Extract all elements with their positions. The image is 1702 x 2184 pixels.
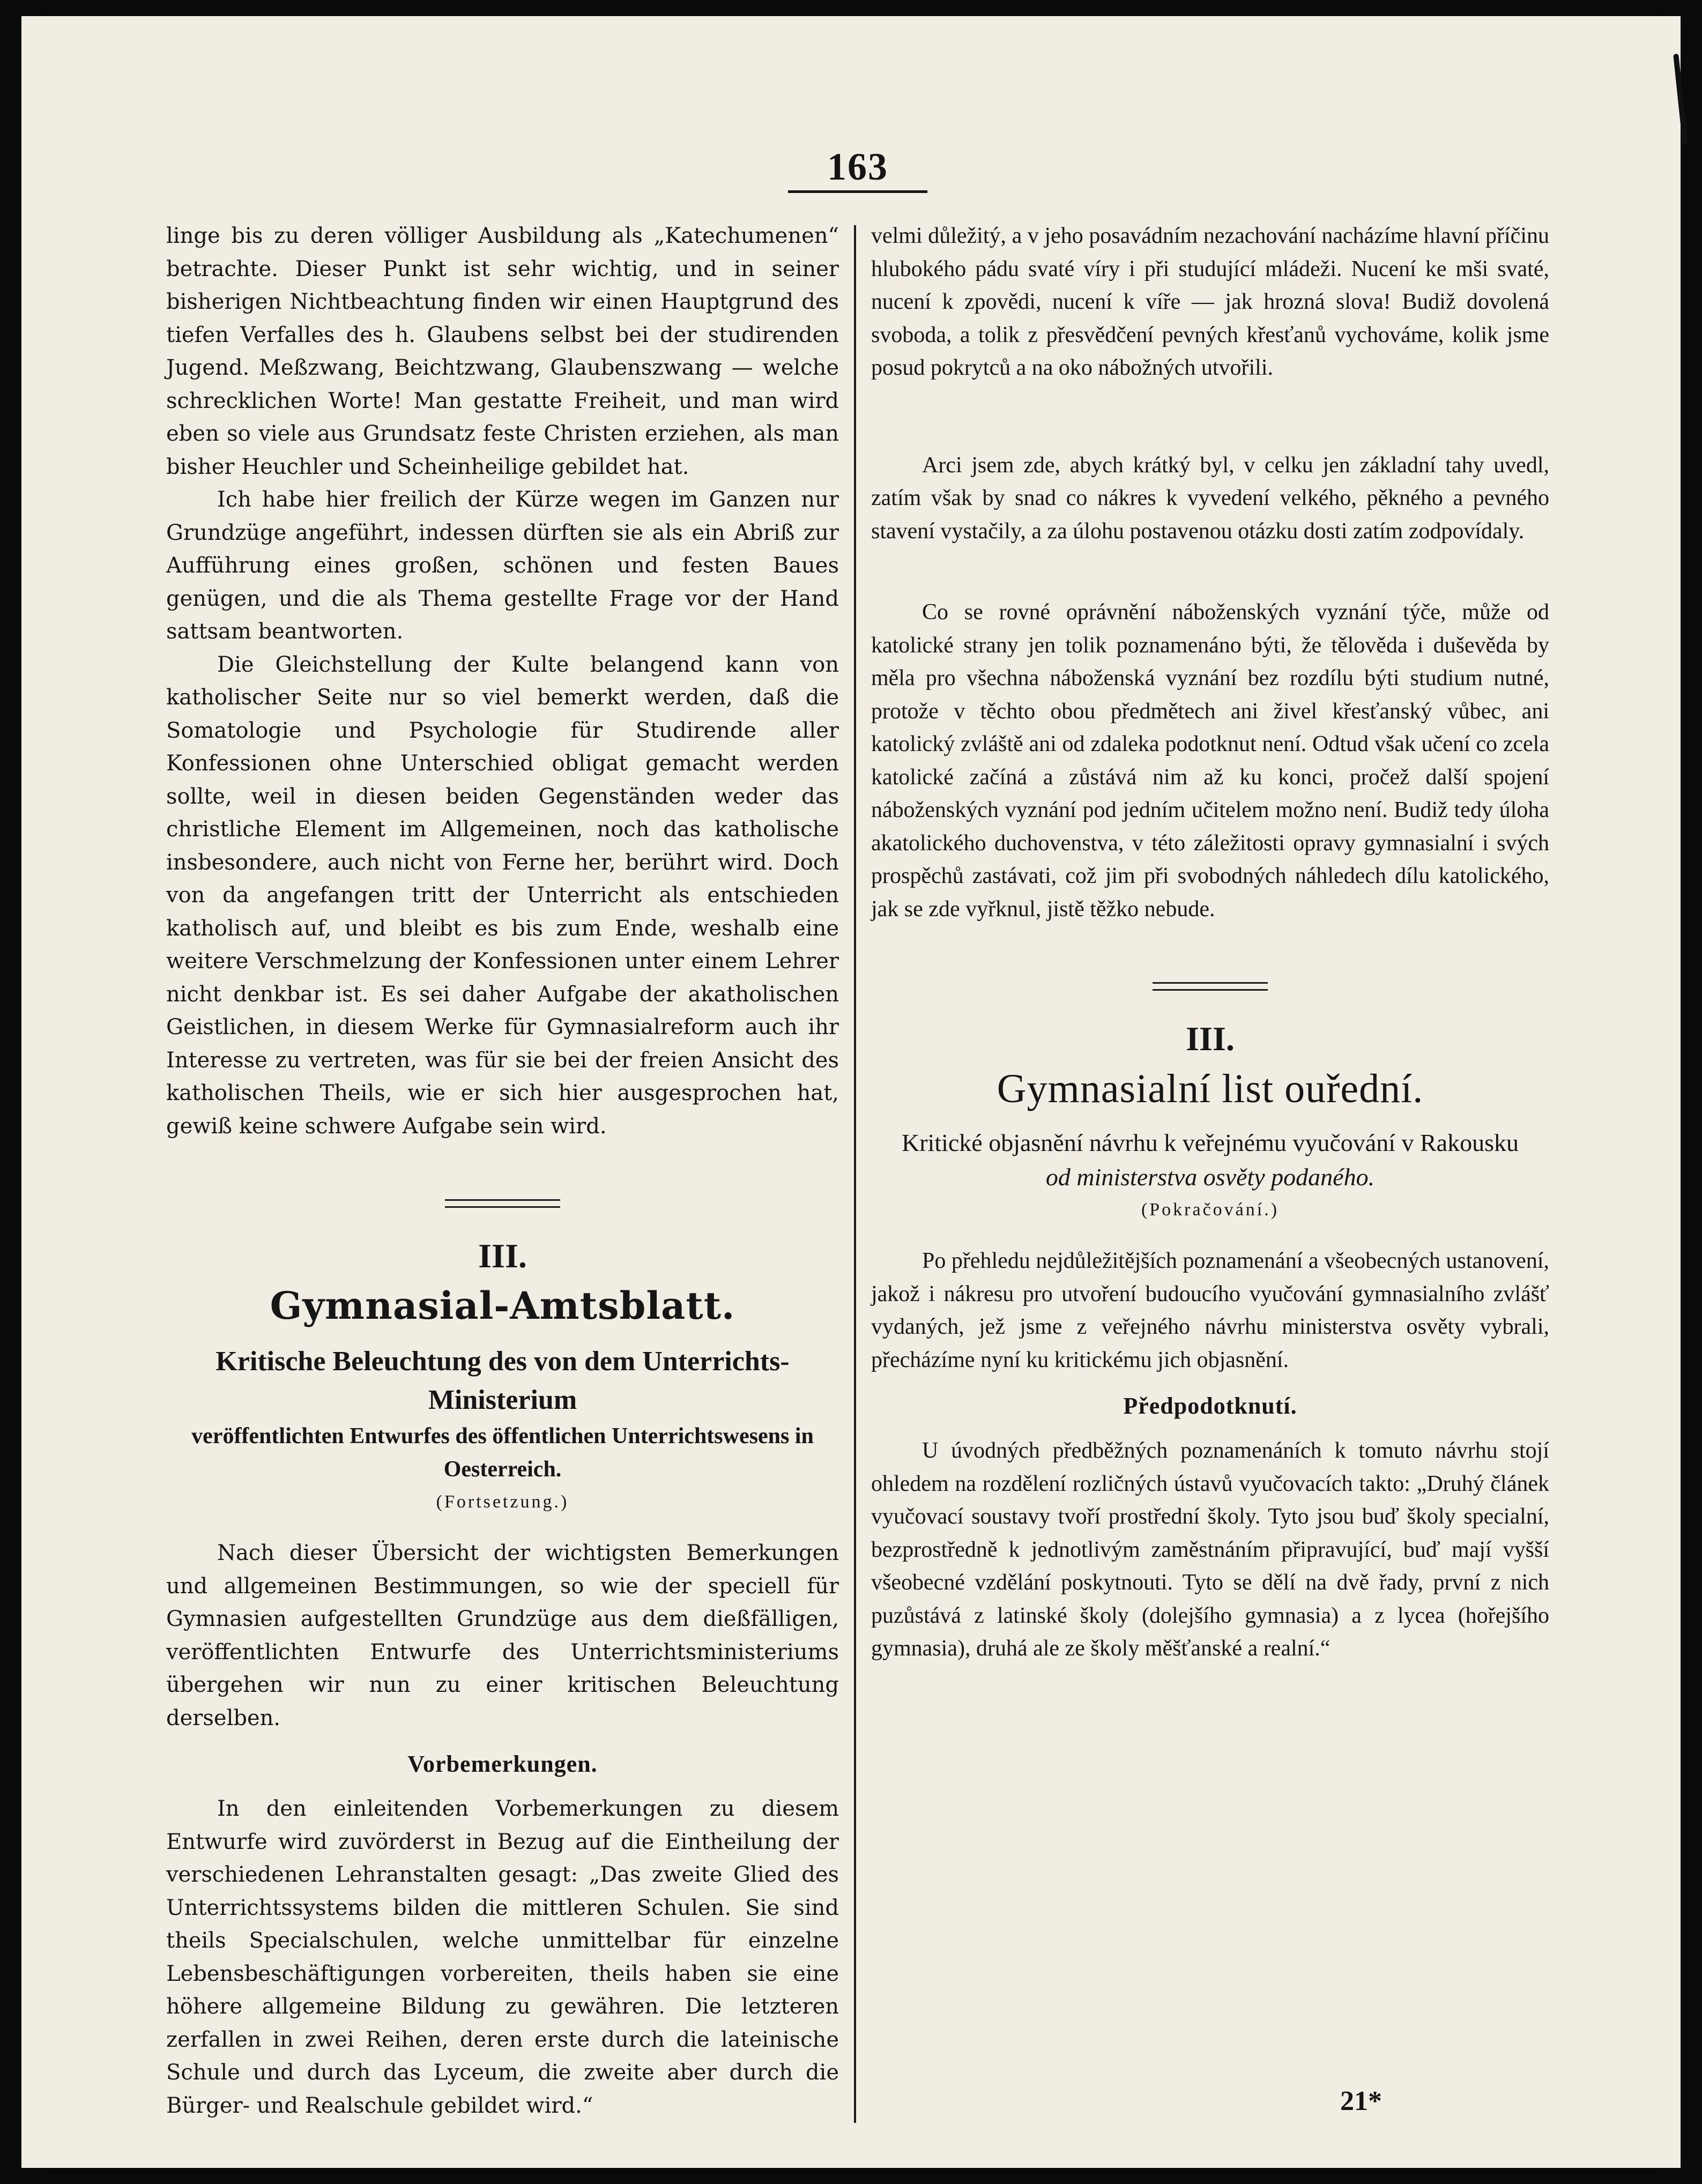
german-paragraph-2: Ich habe hier freilich der Kürze wegen im Ganzen nur Grundzüge angeführt, indessen dürften sie als ein Abriß zur Aufführung eines großen, schönen und festen Baues genügen, und die als Thema gestellte Frage vor der Hand sattsam beantworten. [166, 487, 839, 644]
czech-intro-paragraph: Po přehledu nejdůležitějších poznamenání a všeobecných ustanovení, jakož i nákresu pro utvoření budoucího vyučování gymnasialního zvlášť vydaných, jež jsme z veřejného návrhu ministerstva osvěty vybrali, přecházíme nyní ku kritickému jich objasnění. [871, 1249, 1549, 1372]
section-title: Gymnasialní list ouřední. [997, 1066, 1424, 1111]
czech-paragraph-2: Arci jsem zde, abych krátký byl, v celku jen základní tahy uvedl, zatím však by snad co nákres k vyvedení velkého, pěkného a pevného stavení vystačily, a za úlohu postavenou otázku dosti zatím zodpovídaly. [871, 452, 1549, 544]
subheading: Vorbemerkungen. [407, 1751, 598, 1777]
article-subtitle: veröffentlichten Entwurfes des öffentlichen Unterrichtswesens in Oesterreich. [191, 1424, 814, 1482]
printer-signature: 21* [1340, 2086, 1382, 2116]
page-number-rule [788, 190, 927, 193]
column-divider [854, 225, 856, 2123]
czech-paragraph-1: velmi důležitý, a v jeho posavádním nezachování nacházíme hlavní příčinu hlubokého pádu svaté víry i při studující mládeži. Nucení ke mši svaté, nucení k zpovědi, nucení k víře — jak hrozná slova! Budiž dovolená svoboda, a tolik z přesvědčení pevných křesťanů vychováme, kolik jsme posud pokrytců a na oko nábožných utvořili. [871, 224, 1549, 380]
german-paragraph-1: linge bis zu deren völliger Ausbildung als „Katechumenen“ betrachte. Dieser Punkt ist sehr wichtig, und in seiner bisherigen Nichtbeachtung finden wir einen Hauptgrund des tiefen Verfalles des h. Glaubens selbst bei der studirenden Jugend. Meßzwang, Beichtzwang, Glaubenszwang — welche schrecklichen Worte! Man gestatte Freiheit, und man wird eben so viele aus Grundsatz feste Christen erziehen, als man bisher Heuchler und Scheinheilige gebildet hat. [166, 224, 839, 479]
section-number: III. [478, 1237, 527, 1275]
article-title: Kritische Beleuchtung des von dem Unterrichts-Ministerium [215, 1346, 790, 1415]
continuation-note: (Pokračování.) [1141, 1200, 1280, 1220]
article-subtitle: od ministerstva osvěty podaného. [1045, 1163, 1375, 1191]
czech-column [871, 220, 1549, 1666]
german-paragraph-3: Die Gleichstellung der Kulte belangend kann von katholischer Seite nur so viel bemerkt werden, daß die Somatologie und Psychologie für Studirende aller Konfessionen ohne Unterschied obligat gemacht werden sollte, weil in diesen beiden Gegenständen weder das christliche Element im Allgemeinen, noch das katholische insbesondere, auch nicht von Ferne her, berührt wird. Doch von da angefangen tritt der Unterricht als entschieden katholisch auf, und bleibt es bis zum Ende, weshalb eine weitere Verschmelzung der Konfessionen unter einem Lehrer nicht denkbar ist. Es sei daher Aufgabe der akatholischen Geistlichen, in diesem Werke für Gymnasialreform auch ihr Interesse zu vertreten, was für sie bei der freien Ansicht des katholischen Theils, wie er sich hier ausgesprochen hat, gewiß keine schwere Aufgabe sein wird. [166, 652, 839, 1139]
subheading: Předpodotknutí. [1123, 1393, 1297, 1419]
article-title: Kritické objasnění návrhu k veřejnému vyučování v Rakousku [902, 1129, 1519, 1156]
scan-edge-mark [1673, 54, 1688, 145]
section-ornament [445, 1199, 560, 1208]
german-last-paragraph: In den einleitenden Vorbemerkungen zu diesem Entwurfe wird zuvörderst in Bezug auf die Eintheilung der verschiedenen Lehranstalten gesagt: „Das zweite Glied des Unterrichtssystems bilden die mittleren Schulen. Sie sind theils Specialschulen, welche unmittelbar für einzelne Lebensbeschäftigungen vorbereiten, theils haben sie eine höhere allgemeine Bildung zu gewähren. Die letzteren zerfallen in zwei Reihen, deren erste durch die lateinische Schule und durch das Lyceum, die zweite aber durch die Bürger- und Realschule gebildet wird.“ [166, 1796, 839, 2118]
german-intro-paragraph: Nach dieser Übersicht der wichtigsten Bemerkungen und allgemeinen Bestimmungen, so wie der speciell für Gymnasien aufgestellten Grundzüge aus dem dießfälligen, veröffentlichten Entwurfe des Unterrichtsministeriums übergehen wir nun zu einer kritischen Beleuchtung derselben. [166, 1541, 839, 1730]
continuation-note: (Fortsetzung.) [436, 1492, 569, 1512]
page-number: 163 [827, 145, 888, 188]
czech-paragraph-3: Co se rovné oprávnění náboženských vyznání týče, může od katolické strany jen tolik poznamenáno býti, že tělověda i duševěda by měla pro všechna náboženská vyznání bez rozdílu býti studium nutné, protože v těchto obou předmětech ani živel křesťanský vůbec, ani katolický zvláště ani od zdaleka podotknut není. Odtud však učení co zcela katolické začíná a zůstává nim až ku konci, pročež další spojení náboženských vyznání pod jedním učitelem možno není. Budiž tedy úloha akatolického duchovenstva, v této záležitosti opravy gymnasialní i svých prospěchů zastávati, což jim při svobodných náhledech dílu katolického, jak se zde vyřknul, jistě těžko nebude. [871, 600, 1549, 922]
section-number: III. [1186, 1020, 1235, 1058]
czech-last-paragraph: U úvodných předběžných poznamenáních k tomuto návrhu stojí ohledem na rozdělení rozličných ústavů vyučovacích takto: „Druhý článek vyučovací soustavy tvoří prostřední školy. Tyto jsou buď školy specialní, bezprostředně k jednotlivým zaměstnáním připravující, buď mají vyšší všeobecné vzdělání poskytnouti. Tyto se dělí na dvě řady, první z nich puzůstává z latinské školy (dolejšího gymnasia) a z lycea (hořejšího gymnasia), druhá ale ze školy měšťanské a realní.“ [871, 1438, 1549, 1661]
german-column [166, 220, 839, 2122]
section-title: Gymnasial-Amtsblatt. [270, 1283, 735, 1328]
document-page [21, 16, 1681, 2168]
section-ornament [1153, 982, 1268, 991]
